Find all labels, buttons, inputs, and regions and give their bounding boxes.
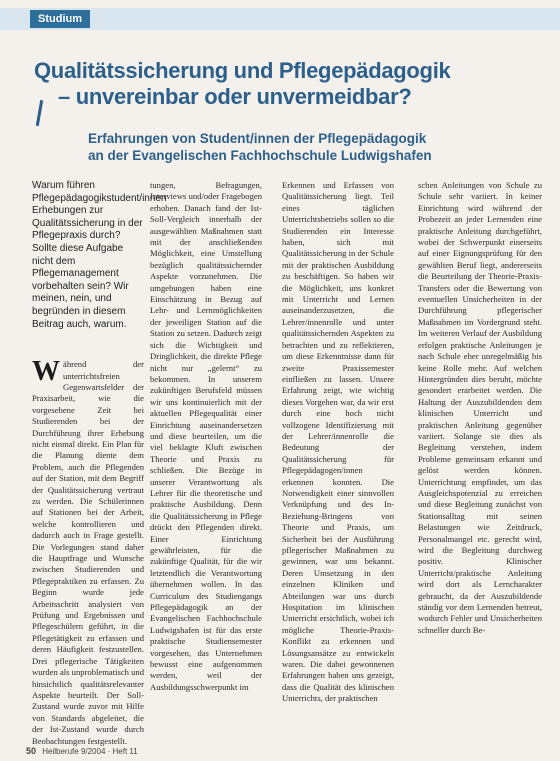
drop-cap: W xyxy=(32,356,60,388)
page-number: 50 xyxy=(26,746,37,756)
column-1-text xyxy=(32,356,144,747)
title-line-1: Qualitätssicherung und Pflegepädagogik xyxy=(34,58,451,83)
column-2-body: tungen, Befragungen, Interviews und/oder Fragebogen erhoben. Danach fand der Ist-Soll-Vergleich innerhalb der ausgewählten Maßnahmen statt mit der anschließenden Möglichkeit, eine Umstellung bezüglich qualitätssichernder Aspekte vorzunehmen. Die umgebungen haben eine Einschätzung in Bezug auf Lehr- und Lernmöglichkeiten der jeweiligen Station auf die Station zu setzen. Dadurch zeigt sich die Wichtigkeit und Dringlichkeit, die direkte Pflege nicht nur „gelernt“ zu bekommen. In unserem zukünftigen Berufsfeld müssen wir uns kontinuierlich mit der aktuellen Pflegequalität einer Einrichtung auseinandersetzen und diese beurteilen, um die viel beklagte Kluft zwischen Theorie und Praxis zu schließen. Die Bezüge in unserer Verantwortung als Lehrer für die theoretische und praktische Ausbildung. Denn die Qualitätssicherung in Pflege drückt den Pflegenden direkt. Einer Einrichtung gewährleisten, für die zukünftige Qualität, für die wir letztendlich die Verantwortung übernehmen wollen. In das Curriculum des Studiengangs Pflegepädagogik an der Evangelischen Fachhochschule Ludwigshafen ist für das erste praktische Studiensemester vorgesehen, das Unternehmen bewusst eine aufgenommen werden, weil der Ausbildungsschwerpunkt im xyxy=(150,180,262,692)
column-3-body: Erkennen und Erfassen von Qualitätssicherung liegt. Teil eines täglichen Unterrichtsbetriebs sollen so die Studierenden ein Interesse haben, sich mit Qualitätssicherung in der Schule mit der praktischen Ausbildung zu beschäftigen. So haben wir die Möglichkeit, uns konkret mit Unterricht und Lernen auseinanderzusetzen, die Lehrer/innenrolle und unter qualitätssichernden Aspekten zu betrachten und zu reflektieren, um diese Erkenntnisse dann für zweite Praxissemester einfließen zu lassen. Unsere Erfahrung zeigt, wie wichtig dieses Vorgehen war, da wir erst durch eine hoch nicht vollzogene Identifizierung mit der Lehrer/innenrolle die Bedeutung der Qualitätssicherung für Pflegepädagogen/innen erkennen konnten. Die Notwendigkeit einer sinnvollen Verknüpfung und des In-Beziehung-Bringens von Theorie und Praxis, um Sicherheit bei der Ausführung pflegerischer Maßnahmen zu gewinnen, war uns bekannt. Deren Umsetzung in den einzelnen Kliniken und Abteilungen war uns durch Hospitation im klinischen Unterricht ersichtlich, wobei ich mögliche Theorie-Praxis-Konflikt zu erkennen und Lösungsansätze zu entwickeln waren. Die dabei gewonnenen Erfahrungen haben uns gezeigt, dass die Qualität des klinischen Unterrichts, der praktischen xyxy=(282,180,394,704)
article-lead: Warum führen Pflegepädagogikstudent/innen Erhebungen zur Qualitätssicherung in der Pflegepraxis durch? Sollte diese Aufgabe nicht dem Pflegemanagement vorbehalten sein? Wir meinen, nein, und begründen in diesem Beitrag auch, warum. xyxy=(32,180,167,330)
column-4-body: schen Anleitungen von Schule zu Schule sehr variiert. In keiner Einrichtung wird während der Probezeit an jeder Lernenden eine praktische Anleitung durchgeführt, wobei der Schwerpunkt einerseits auf einer Eignungsprüfung für den gewählten Beruf liegt, andererseits die Beurteilung der Theorie-Praxis-Transfers oder die Bewertung von eventuellen Unsicherheiten in der Durchführung pflegerischer Maßnahmen im Vordergrund steht. Im weiteren Verlauf der Ausbildung erfolgen praktische Anleitungen je nach Schule eher unregelmäßig bis keine Rolle mehr. Auf welchen Hintergründen dies beruht, möchte gesondert erarbeitet werden. Die Haltung der Auszubildenden dem klinischen Unterricht und praktischen Anleitung gegenüber variiert. Solange sie dies als Begleitung verstehen, indem Probleme gemeinsam erkannt und gelöst werden können. Unterrichtung empfindet, um das Ausgleichspotenzial zu erreichen und diese Begleitung zunächst von Stationsalltag mit seinen Belastungen wie Zeitdruck, Personalmangel etc. gerecht wird, wird die Begleitung durchweg positiv. Klinischer Unterricht/praktische Anleitung wird dort als Lerncharakter gebraucht, da der Auszubildende ständig vor dem Lernenden betreut, wodurch Fehler und Unsicherheiten schneller durch Be- xyxy=(418,180,542,635)
column-1 xyxy=(32,180,167,746)
issue-info: Heilberufe 9/2004 · Heft 11 xyxy=(42,747,138,756)
article-title xyxy=(34,58,554,110)
column-1-body: ährend der unterrichtsfreien Gegenwartsfelder der Praxisarbeit, wie die vorgesehene Zeit bei Studierenden bei der Durchführung ihrer Erhebung nicht einmal direkt. Ein Plan für die Planung diente dem Problem, auch die Pflegenden auf der Station, mit dem Begriff der Qualitätssicherung vertraut zu werden. Die Schülerinnen auf Stationen bei der Arbeit, welche kontrollieren und dadurch auch in Frage gestellt. Die Vorlegungen stand daher die Hauptfrage und Wunsche zwischen Studierenden und Pflegepraktiken zu erfassen. Zu Beginn wurde jede Arbeitsschritt analysiert von Prüfung und Ergebnissen und Pflegeschülern geführt, in die Pflegetätigkeit zu erfassen und deren Häufigkeit festzustellen. Drei pflegerische Tätigkeiten wurden als unproblematisch und hinsichtlich qualitätsrelevanter Aspekte beurteilt. Der Soll-Zustand wurde zuvor mit Hilfe von Standards abgeleitet, die der Ist-Zustand wurde durch Beobachtungen festgestellt. xyxy=(32,359,144,746)
title-line-2: – unvereinbar oder unvermeidbar? xyxy=(58,84,412,109)
subtitle-line-2: an der Evangelischen Fachhochschule Ludwigshafen xyxy=(88,148,432,163)
column-3 xyxy=(282,180,394,740)
column-2 xyxy=(150,180,262,740)
page-footer xyxy=(26,744,138,758)
section-label: Studium xyxy=(30,10,90,28)
article-subtitle xyxy=(88,130,558,164)
subtitle-line-1: Erfahrungen von Student/innen der Pflegepädagogik xyxy=(88,131,427,146)
column-4 xyxy=(418,180,542,740)
